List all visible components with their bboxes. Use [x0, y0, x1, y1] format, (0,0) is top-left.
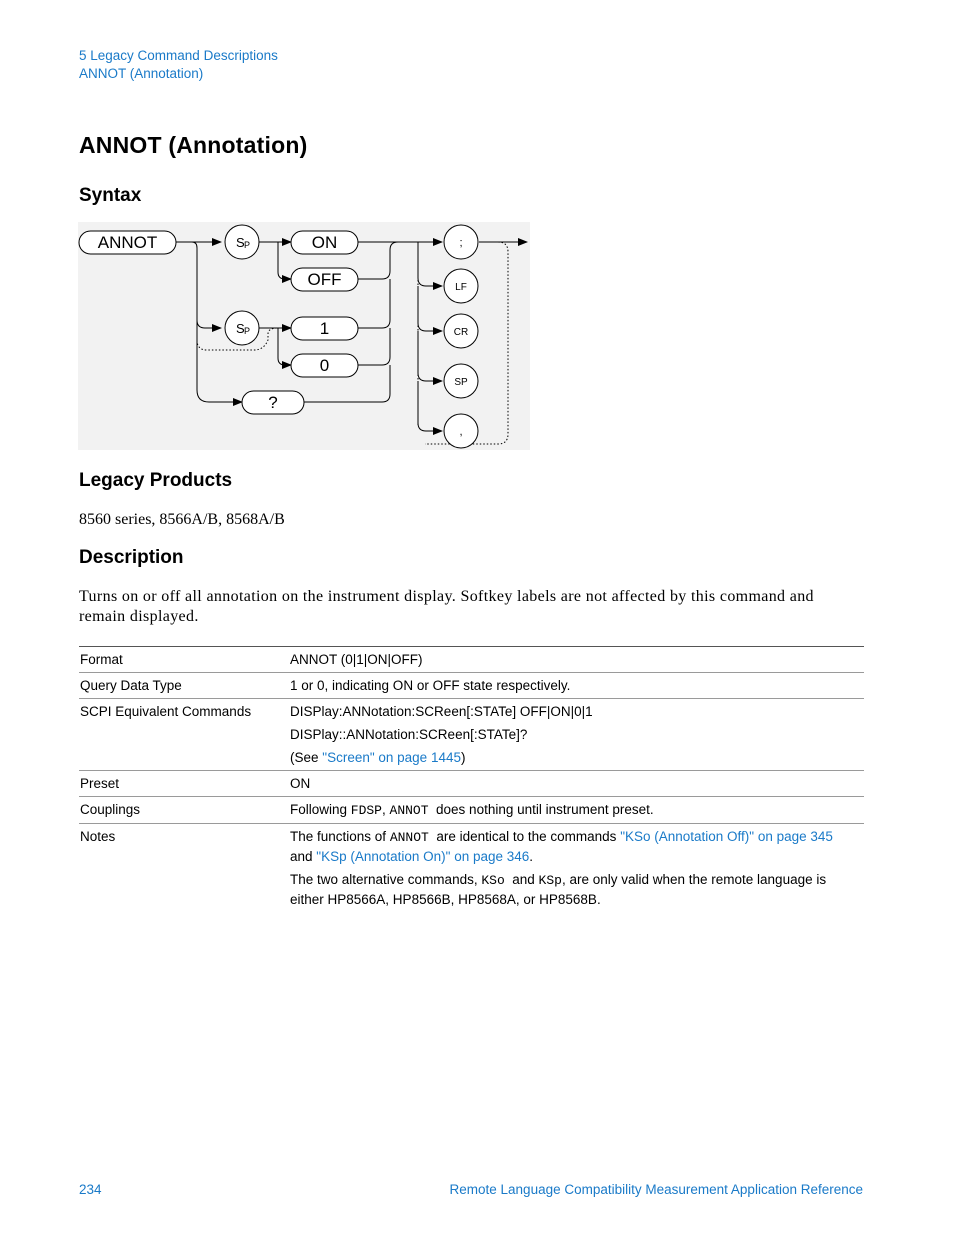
preset-value: ON — [289, 771, 864, 797]
notes-p2-code-ksp: KSp — [538, 873, 562, 888]
syntax-sp-1-label: S — [236, 235, 245, 250]
couplings-separator: , — [382, 802, 390, 817]
scpi-see-reference — [290, 748, 864, 767]
scpi-label: SCPI Equivalent Commands — [79, 699, 289, 771]
syntax-query-label: ? — [268, 393, 278, 412]
legacy-products-heading: Legacy Products — [79, 470, 233, 491]
see-suffix: ) — [460, 750, 466, 765]
notes-paragraph-1 — [290, 827, 844, 866]
breadcrumb-chapter[interactable]: 5 Legacy Command Descriptions — [79, 48, 278, 63]
syntax-cr-label: CR — [453, 327, 469, 338]
ksp-link[interactable]: "KSp (Annotation On)" on page 346 — [316, 849, 530, 864]
syntax-sp-2-sub: P — [244, 326, 251, 336]
footer-doc-title: Remote Language Compatibility Measurement Application Reference — [449, 1182, 863, 1197]
syntax-one-label: 1 — [319, 319, 330, 338]
syntax-annot-label: ANNOT — [97, 233, 158, 252]
description-heading: Description — [79, 547, 184, 568]
couplings-suffix: does nothing until instrument preset. — [428, 802, 654, 817]
table-row — [79, 797, 864, 824]
table-row — [79, 699, 864, 771]
syntax-zero-label: 0 — [319, 356, 330, 375]
notes-p2-prefix: The two alternative commands, — [290, 872, 482, 887]
legacy-products-text: 8560 series, 8566A/B, 8568A/B — [79, 511, 285, 528]
table-row — [79, 673, 864, 699]
notes-p1-and: and — [290, 849, 317, 864]
kso-link[interactable]: "KSo (Annotation Off)" on page 345 — [620, 829, 833, 844]
breadcrumb-section[interactable]: ANNOT (Annotation) — [79, 66, 204, 81]
syntax-sp-1-sub: P — [244, 240, 251, 250]
couplings-code-annot: ANNOT — [389, 803, 429, 818]
format-label: Format — [79, 647, 289, 673]
query-data-type-label: Query Data Type — [79, 673, 289, 699]
syntax-semicolon-label: ; — [459, 237, 463, 249]
scpi-line-2: DISPlay::ANNotation:SCReen[:STATe]? — [290, 727, 528, 742]
syntax-on-label: ON — [311, 233, 338, 252]
syntax-sp-2-label: S — [236, 321, 245, 336]
couplings-code-fdsp: FDSP — [350, 803, 382, 818]
syntax-comma-label: , — [459, 426, 463, 438]
notes-p2-and: and — [504, 872, 539, 887]
query-data-type-value: 1 or 0, indicating ON or OFF state respectively. — [289, 673, 864, 699]
syntax-lf-label: LF — [455, 282, 467, 293]
notes-p1-code: ANNOT — [389, 830, 429, 845]
notes-p1-prefix: The functions of — [290, 829, 390, 844]
syntax-heading: Syntax — [79, 185, 142, 206]
notes-paragraph-2 — [290, 870, 844, 909]
page-number: 234 — [79, 1182, 102, 1197]
scpi-line-1: DISPlay:ANNotation:SCReen[:STATe] OFF|ON|0|1 — [290, 704, 593, 719]
syntax-diagram — [78, 222, 530, 450]
scpi-value — [289, 699, 864, 771]
table-row — [79, 824, 864, 913]
notes-p2-code-kso: KSo — [481, 873, 505, 888]
screen-page-link[interactable]: "Screen" on page 1445 — [322, 750, 461, 765]
preset-label: Preset — [79, 771, 289, 797]
notes-p1-middle: are identical to the commands — [428, 829, 621, 844]
table-row — [79, 771, 864, 797]
table-row — [79, 647, 864, 673]
description-text: Turns on or off all annotation on the instrument display. Softkey labels are not affected by this command and remain displayed. — [79, 588, 814, 625]
format-value: ANNOT (0|1|ON|OFF) — [289, 647, 864, 673]
syntax-sp-terminator-label: SP — [454, 377, 468, 388]
notes-p2-suffix: , are only valid when the remote language is either HP8566A, HP8566B, HP8568A, or HP8568B. — [290, 872, 827, 907]
command-properties-table — [79, 646, 864, 912]
see-prefix: (See — [290, 750, 323, 765]
notes-value — [289, 824, 864, 913]
couplings-value — [289, 797, 864, 824]
page-title: ANNOT (Annotation) — [79, 132, 308, 158]
couplings-prefix: Following — [290, 802, 351, 817]
couplings-label: Couplings — [79, 797, 289, 824]
notes-p1-end: . — [529, 849, 534, 864]
syntax-off-label: OFF — [307, 270, 342, 289]
notes-label: Notes — [80, 829, 116, 844]
